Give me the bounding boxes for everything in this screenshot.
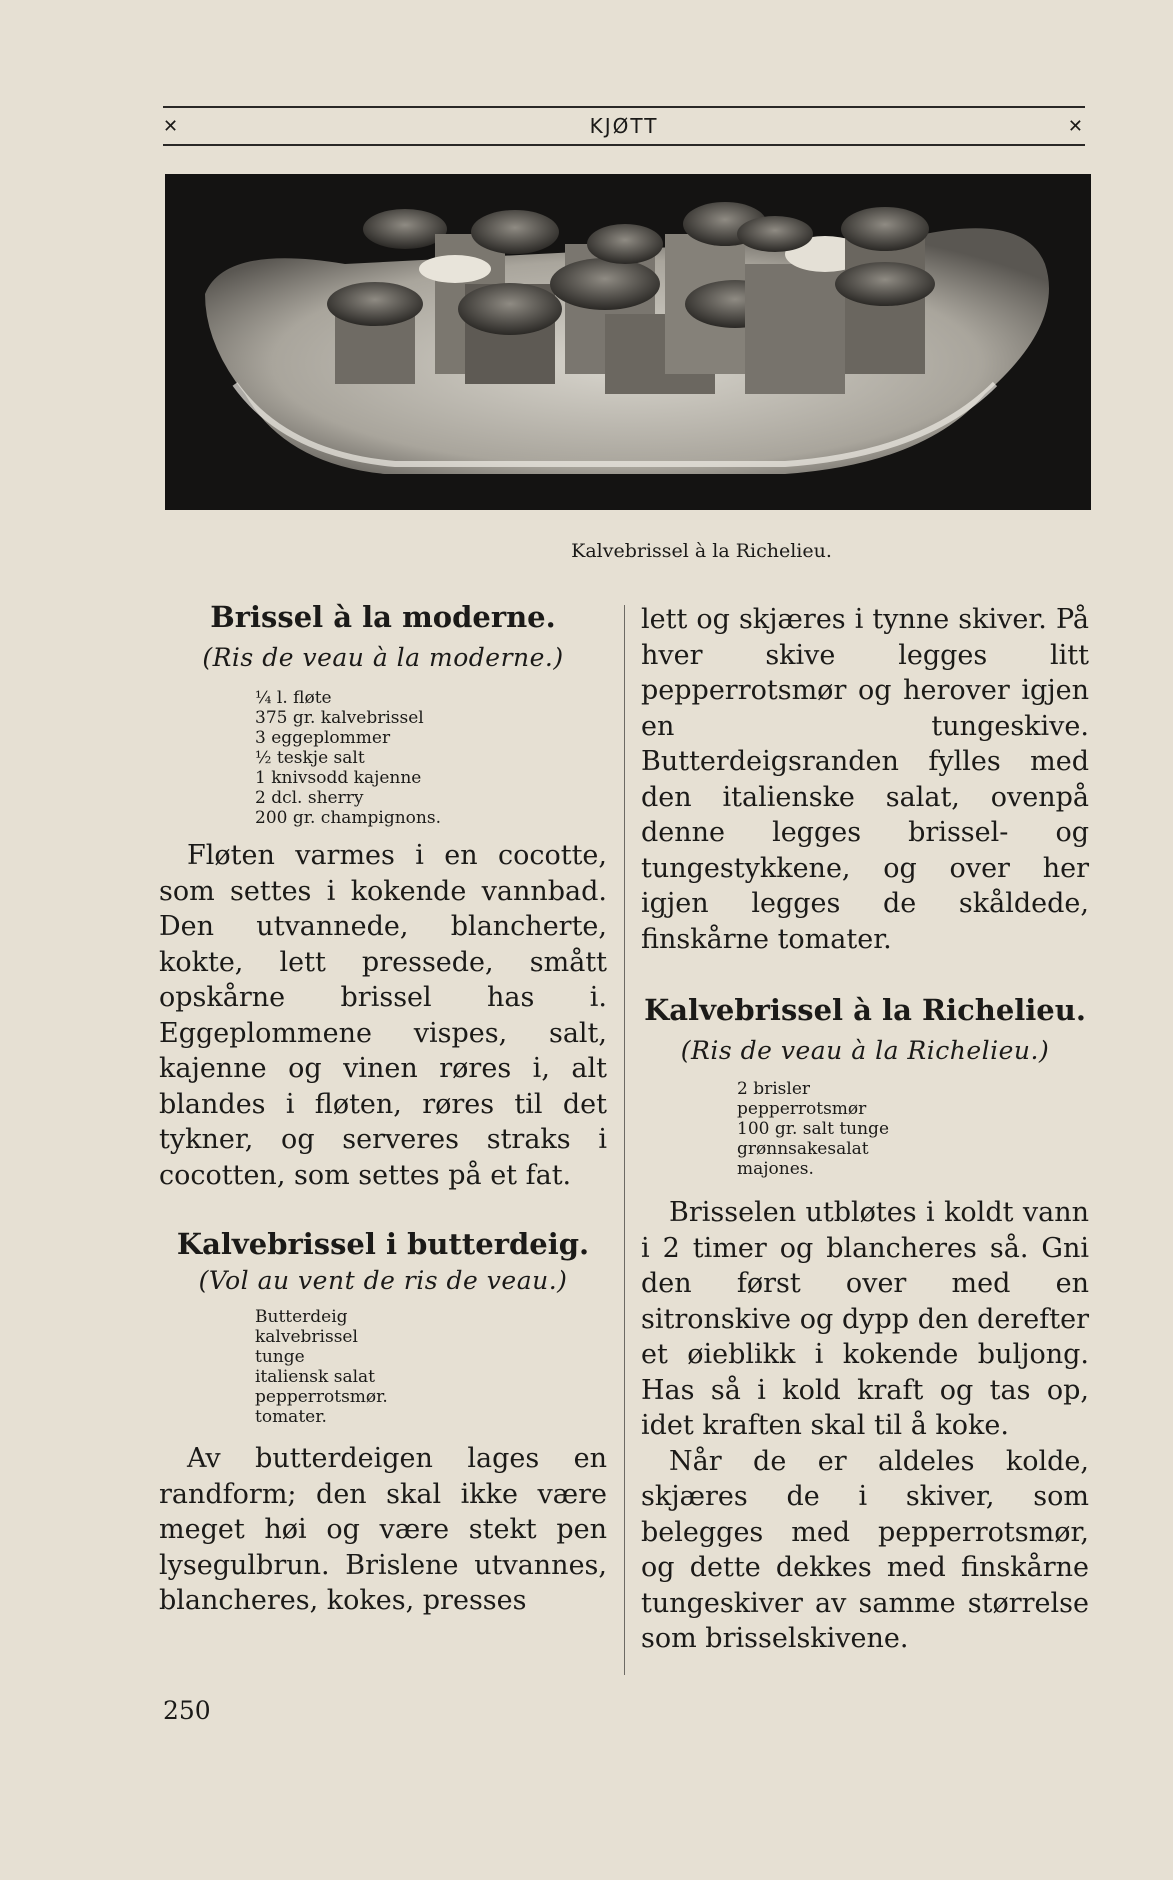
recipe-subtitle-kalvebrissel-butterdeig: (Vol au vent de ris de veau.) xyxy=(198,1266,568,1295)
recipe-method-brissel-moderne: Fløten varmes i en cocotte, som settes i kokende vannbad. Den utvannede, blancherte, kokte, lett pressede, smått opskårne brissel has i. Eggeplommene vispes, salt, kajenne og vinen røres i, alt blandes i fløten, røres til det tykner, og serveres straks i cocotten, som settes på et fat. xyxy=(159,840,607,1191)
recipe-subtitle-brissel-moderne: (Ris de veau à la moderne.) xyxy=(202,643,564,672)
header-ornament-left: ✕ xyxy=(163,115,181,137)
recipe-title-kalvebrissel-butterdeig: Kalvebrissel i butterdeig. xyxy=(176,1227,590,1261)
column-divider xyxy=(624,605,625,1675)
running-header-title: KJØTT xyxy=(589,114,659,138)
page-number: 250 xyxy=(163,1696,211,1725)
ingredient-item: tomater. xyxy=(255,1407,327,1427)
ingredient-item: kalvebrissel xyxy=(255,1327,358,1347)
ingredient-item: pepperrotsmør. xyxy=(255,1387,388,1407)
ingredient-item: grønnsakesalat xyxy=(737,1139,869,1159)
ingredient-list-kalvebrissel-richelieu xyxy=(737,1079,1089,1179)
ingredient-item: 2 brisler xyxy=(737,1079,811,1099)
ingredient-item: 200 gr. champignons. xyxy=(255,808,441,828)
recipe-method-kalvebrissel-butterdeig: Av butterdeigen lages en randform; den skal ikke være meget høi og være stekt pen lysegulbrun. Brislene utvannes, blancheres, kokes, presses xyxy=(159,1443,607,1616)
ingredient-item: 1 knivsodd kajenne xyxy=(255,768,422,788)
header-rule-top xyxy=(163,106,1085,108)
running-header xyxy=(163,112,1085,140)
ingredient-item: majones. xyxy=(737,1159,814,1179)
left-column xyxy=(159,598,607,1619)
header-rule-bottom xyxy=(163,144,1085,146)
ingredient-list-brissel-moderne xyxy=(255,688,607,828)
recipe-method-continued: lett og skjæres i tynne skiver. På hver skive legges litt pepperrotsmør og herover igjen en tungeskive. Butterdeigsranden fylles med den italienske salat, ovenpå denne legges brissel- og tungestykkene, og over her igjen legges de skåldede, finskårne tomater. xyxy=(641,604,1089,955)
ingredient-item: Butterdeig xyxy=(255,1307,348,1327)
recipe-title-brissel-moderne: Brissel à la moderne. xyxy=(210,600,556,634)
ingredient-item: 2 dcl. sherry xyxy=(255,788,364,808)
ingredient-item: italiensk salat xyxy=(255,1367,375,1387)
dish-photograph-illustration xyxy=(165,174,1091,510)
ingredient-item: 3 eggeplommer xyxy=(255,728,391,748)
recipe-method-richelieu-part2: Når de er aldeles kolde, skjæres de i skiver, som belegges med pepperrotsmør, og dette dekkes med finskårne tungeskiver av samme størrelse som brisselskivene. xyxy=(641,1445,1089,1654)
right-column xyxy=(641,598,1089,1657)
ingredient-list-kalvebrissel-butterdeig xyxy=(255,1307,607,1427)
ingredient-item: tunge xyxy=(255,1347,305,1367)
header-ornament-right: ✕ xyxy=(1067,115,1085,137)
recipe-title-kalvebrissel-richelieu: Kalvebrissel à la Richelieu. xyxy=(644,993,1086,1027)
ingredient-item: ¼ l. fløte xyxy=(255,688,332,708)
ingredient-item: ½ teskje salt xyxy=(255,748,365,768)
dish-photograph xyxy=(165,174,1091,510)
recipe-method-richelieu-part1: Brisselen utbløtes i koldt vann i 2 timer og blancheres så. Gni den først over med en sitronskive og dypp den derefter et øieblikk i kokende buljong. Has så i kold kraft og tas op, idet kraften skal til å koke. xyxy=(641,1197,1089,1441)
ingredient-item: 375 gr. kalvebrissel xyxy=(255,708,424,728)
figure-caption: Kalvebrissel à la Richelieu. xyxy=(571,540,832,562)
ingredient-item: pepperrotsmør xyxy=(737,1099,867,1119)
recipe-subtitle-kalvebrissel-richelieu: (Ris de veau à la Richelieu.) xyxy=(680,1036,1050,1065)
ingredient-item: 100 gr. salt tunge xyxy=(737,1119,890,1139)
